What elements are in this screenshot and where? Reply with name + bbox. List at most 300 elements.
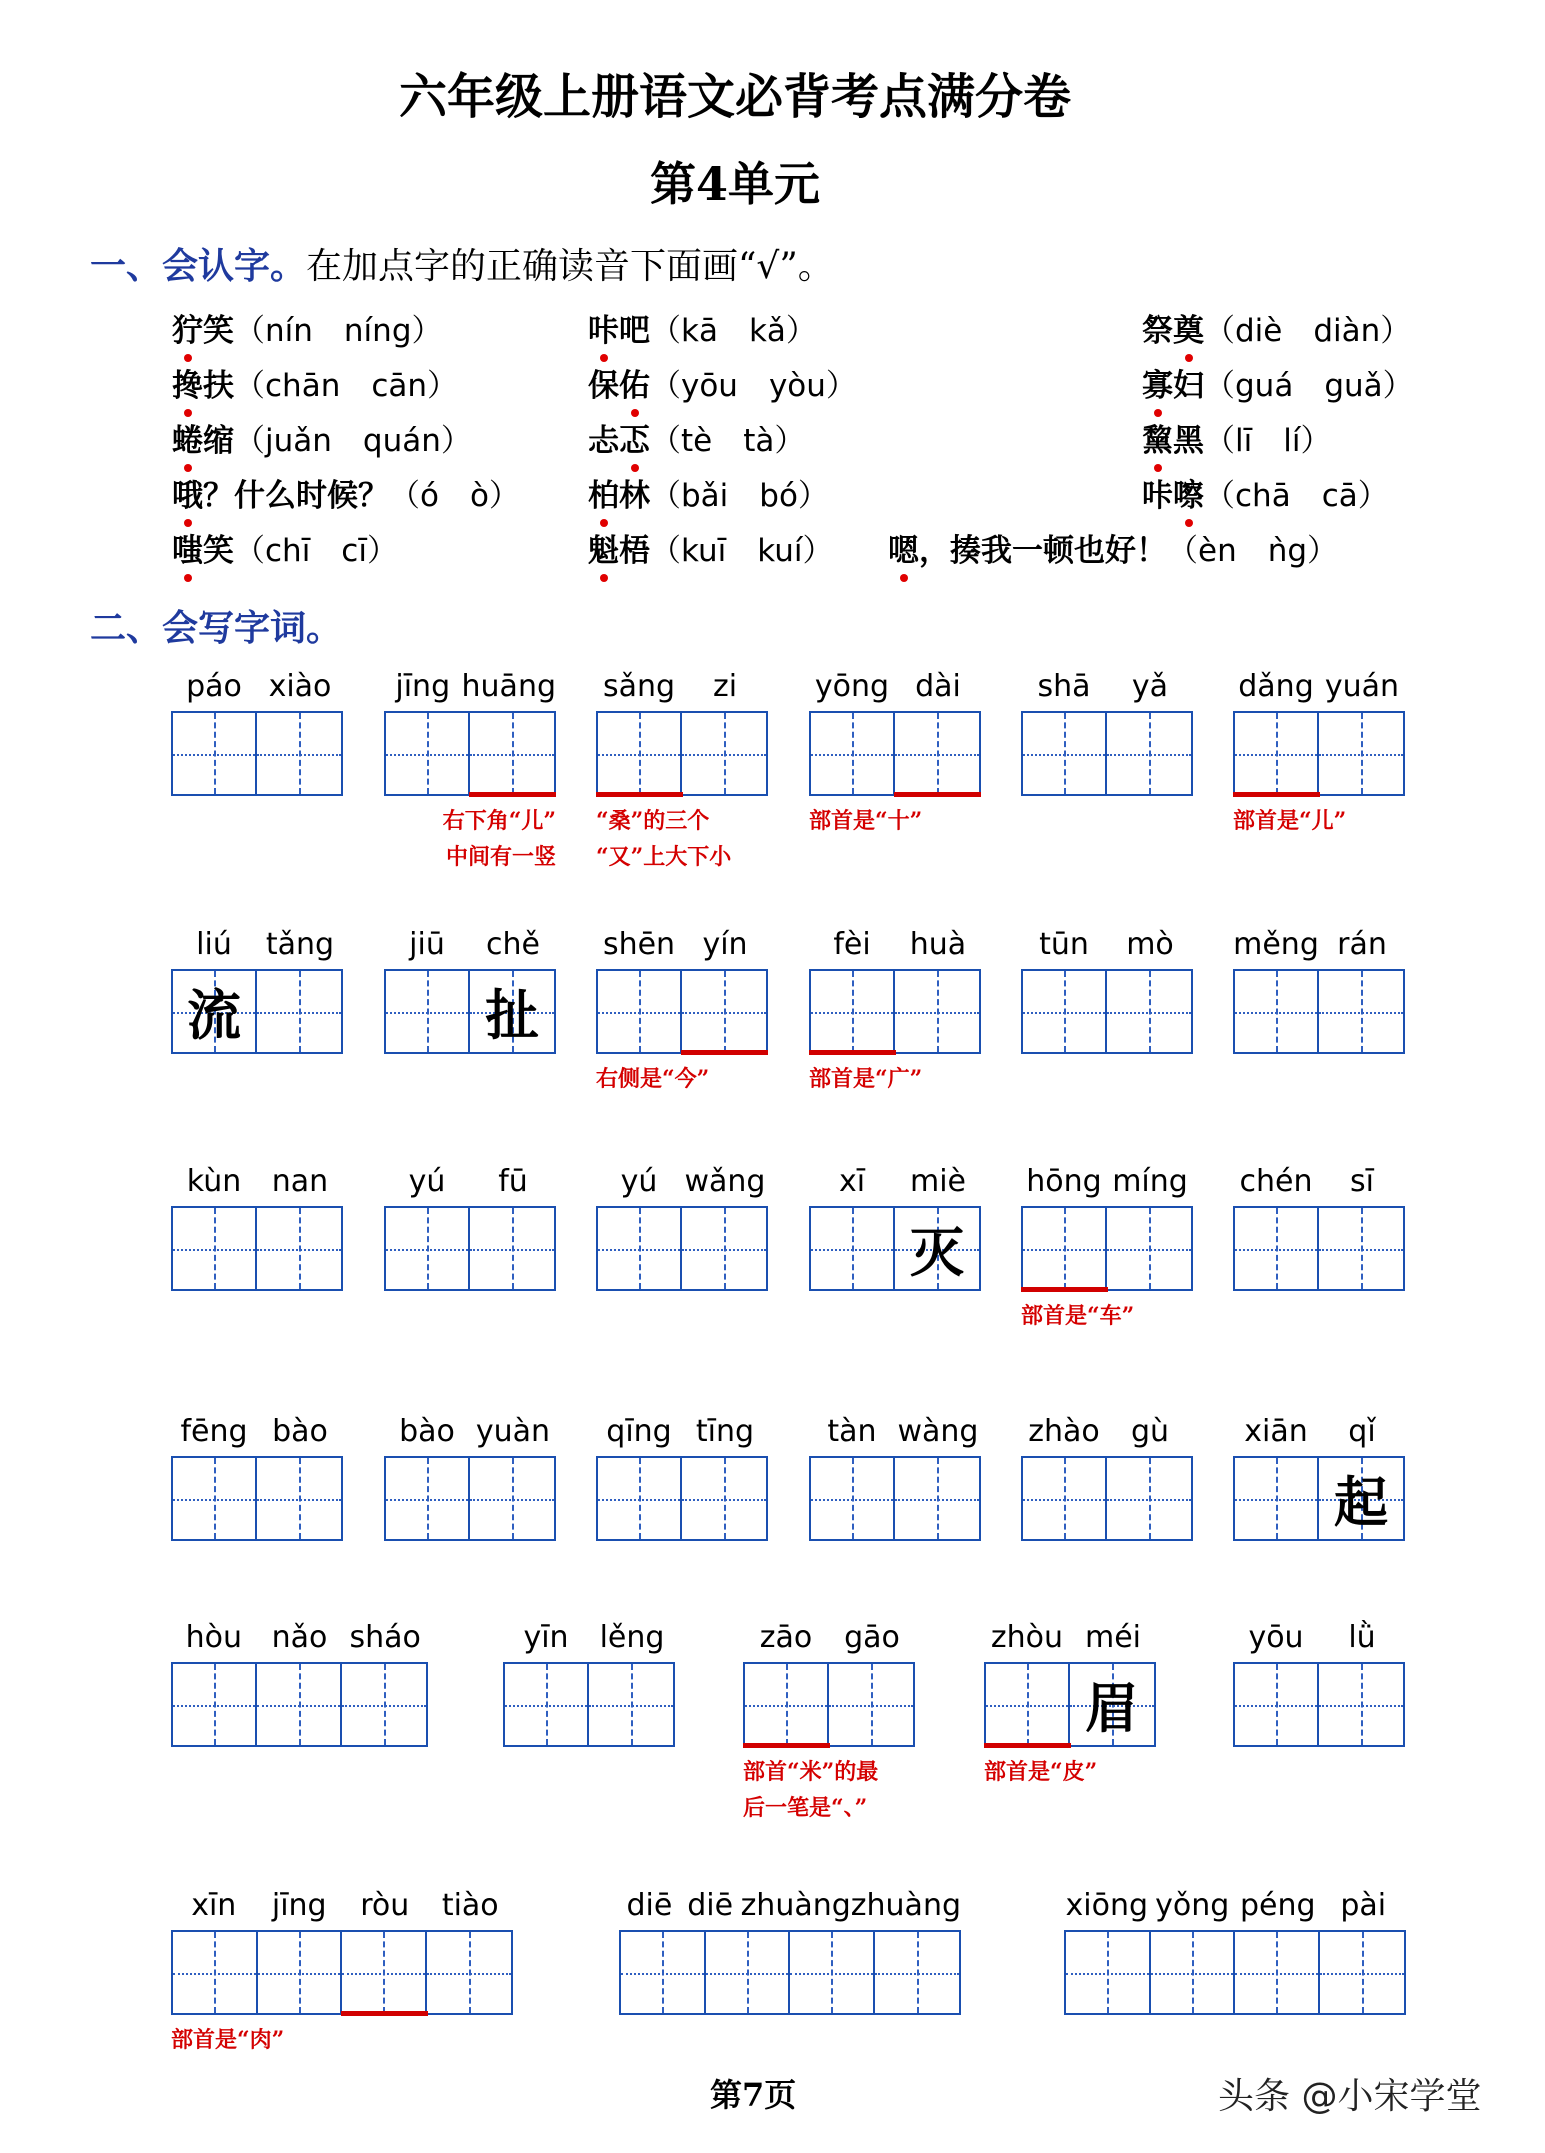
tianzige-grid [171,1662,428,1747]
tianzige-grid [1021,711,1193,796]
writing-cell[interactable] [173,713,257,794]
pinyin-label: nǎo [271,1620,328,1655]
pinyin-options[interactable]: （chān cān） [234,368,459,404]
pinyin-row [1233,1620,1405,1655]
word [1142,313,1204,349]
writing-group [384,927,556,1054]
pinyin-label: zhào [1028,1414,1100,1449]
section1-instruction: 在加点字的正确读音下面画“√”。 [306,246,834,287]
writing-cell[interactable] [386,713,470,794]
pinyin-label: páo [186,669,242,704]
pinyin-label: míng [1112,1164,1188,1199]
hint-text [1021,1298,1134,1334]
tianzige-grid [1233,969,1405,1054]
pinyin-row [596,669,768,704]
tianzige-grid [1233,1206,1405,1291]
pinyin-label: xīn [191,1888,237,1923]
hint-underline [984,1743,1071,1748]
writing-cell[interactable] [257,971,341,1052]
writing-cell[interactable] [1235,1458,1319,1539]
writing-cell[interactable] [258,1932,343,2013]
word [1142,368,1204,404]
writing-cell[interactable] [173,971,257,1052]
writing-cell[interactable] [621,1932,706,2013]
pinyin-row [384,669,556,704]
writing-cell[interactable] [682,971,766,1052]
section1-heading [90,238,834,289]
writing-cell[interactable] [895,713,979,794]
writing-cell[interactable] [895,1208,979,1289]
pinyin-label: mò [1126,927,1174,962]
hint-underline [809,1050,896,1055]
tianzige-grid [619,1930,961,2015]
tianzige-grid [171,1206,343,1291]
pinyin-label: bào [272,1414,328,1449]
page-title: 六年级上册语文必背考点满分卷 [398,69,1071,125]
word [588,423,650,459]
writing-cell[interactable] [589,1664,673,1745]
pinyin-row [384,927,556,962]
dotted-character: 嗯 [888,525,919,570]
writing-group [384,1414,556,1541]
tianzige-grid [1021,1206,1193,1291]
writing-group [809,927,981,1092]
pinyin-label: miè [909,1164,966,1199]
pinyin-row [809,1414,981,1449]
writing-cell[interactable] [470,713,554,794]
writing-cell[interactable] [598,713,682,794]
tianzige-grid [1064,1930,1406,2015]
pinyin-label: yuán [1324,669,1400,704]
pinyin-label: hōng [1026,1164,1102,1199]
tianzige-grid [596,1206,768,1291]
section2-title: 会写字词。 [162,607,343,649]
tianzige-grid [596,711,768,796]
pinyin-label: zi [712,669,738,704]
writing-cell[interactable] [386,1458,470,1539]
writing-group [171,1620,428,1747]
tianzige-grid [171,711,343,796]
pinyin-label: sī [1350,1164,1374,1199]
hint-text [1233,803,1346,839]
pinyin-label: gù [1130,1414,1170,1449]
dotted-character: 哦 [172,470,203,515]
reading-item [172,305,443,350]
pinyin-label: měng [1233,927,1319,962]
hint-line: 部首是“肉” [171,2027,285,2053]
word-suffix: 笑 [203,313,234,349]
writing-cell[interactable] [1235,1208,1319,1289]
word [588,533,650,569]
pinyin-options[interactable]: （bǎi bó） [650,478,829,514]
pinyin-options[interactable]: （kuī kuí） [650,533,834,569]
writing-cell[interactable] [682,1458,766,1539]
hint-underline [743,1743,830,1748]
pinyin-label: yōu [1248,1620,1304,1655]
unit-title: 第4单元 [649,157,820,211]
reading-item [1142,360,1414,405]
tianzige-grid [1233,1662,1405,1747]
pinyin-label: huà [909,927,967,962]
pinyin-label: fū [498,1164,528,1199]
writing-cell[interactable] [505,1664,589,1745]
writing-cell[interactable] [1319,1208,1403,1289]
writing-cell[interactable] [1319,1458,1403,1539]
writing-cell[interactable] [986,1664,1070,1745]
writing-cell[interactable] [1107,1458,1191,1539]
pinyin-row [171,1414,343,1449]
word-suffix: 扶 [203,368,234,404]
reading-item [172,360,458,405]
pinyin-row [171,927,343,962]
tianzige-grid [809,1456,981,1541]
writing-cell[interactable] [895,1458,979,1539]
pinyin-label: lěng [599,1620,665,1655]
pinyin-options[interactable]: （guá guǎ） [1204,368,1414,404]
writing-cell[interactable] [811,1458,895,1539]
pinyin-label: jiū [409,927,445,962]
word [172,368,234,404]
hint-text [809,1061,922,1097]
pinyin-row [596,1414,768,1449]
writing-cell[interactable] [811,971,895,1052]
writing-cell[interactable] [1151,1932,1236,2013]
tianzige-grid [171,1930,513,2015]
writing-cell[interactable] [1023,1208,1107,1289]
dotted-character: 搀 [172,360,203,405]
word [172,533,234,569]
tianzige-grid [1233,1456,1405,1541]
pinyin-options[interactable]: （èn ǹg） [1167,533,1339,569]
writing-cell[interactable] [1070,1664,1154,1745]
tianzige-grid [809,969,981,1054]
writing-group [809,669,981,834]
word-suffix: ？什么时候？ [203,478,389,514]
writing-group [1233,1164,1405,1291]
writing-cell[interactable] [1235,1664,1319,1745]
pinyin-row [503,1620,675,1655]
writing-cell[interactable] [173,1664,257,1745]
pinyin-options[interactable]: （juǎn quán） [234,423,472,459]
writing-cell[interactable] [386,971,470,1052]
section2-heading [90,600,342,651]
given-character: 流 [187,983,241,1047]
pinyin-label: zāo [759,1620,813,1655]
writing-cell[interactable] [1235,971,1319,1052]
tianzige-grid [984,1662,1156,1747]
pinyin-row [171,1888,513,1923]
dotted-character: 黧 [1142,415,1173,460]
word [888,533,1167,569]
pinyin-label: wǎng [684,1164,766,1199]
hint-line: 后一笔是“、” [743,1795,868,1821]
writing-group [743,1620,915,1821]
pinyin-options[interactable]: （chī cī） [234,533,398,569]
writing-group [1233,1620,1405,1747]
pinyin-label: tàn [827,1414,877,1449]
writing-cell[interactable] [1023,1458,1107,1539]
tianzige-grid [171,1456,343,1541]
pinyin-row [596,1164,768,1199]
writing-cell[interactable] [1235,713,1319,794]
pinyin-options[interactable]: （kā kǎ） [650,313,817,349]
pinyin-row [171,669,343,704]
pinyin-row [1233,1414,1405,1449]
writing-cell[interactable] [427,1932,511,2013]
writing-cell[interactable] [1319,713,1403,794]
pinyin-row [984,1620,1156,1655]
given-character: 灭 [910,1220,964,1284]
writing-cell[interactable] [598,1458,682,1539]
tianzige-grid [1021,1456,1193,1541]
writing-cell[interactable] [875,1932,959,2013]
pinyin-row [743,1620,915,1655]
pinyin-label: diē [626,1888,673,1923]
pinyin-label: tiào [441,1888,499,1923]
writing-group [171,1164,343,1291]
writing-cell[interactable] [1319,971,1403,1052]
writing-group [171,1414,343,1541]
pinyin-options[interactable]: （yōu yòu） [650,368,857,404]
pinyin-label: yuàn [475,1414,551,1449]
dotted-character: 忑 [619,415,650,460]
pinyin-label: yǎ [1131,669,1169,704]
tianzige-grid [1021,969,1193,1054]
pinyin-label: chén [1239,1164,1313,1199]
writing-cell[interactable] [706,1932,791,2013]
writing-cell[interactable] [257,1208,341,1289]
word-suffix: 黑 [1173,423,1204,459]
pinyin-label: tǎng [265,927,335,962]
word [172,423,234,459]
tianzige-grid [743,1662,915,1747]
word [588,368,650,404]
writing-group [171,927,343,1054]
writing-cell[interactable] [173,1458,257,1539]
word-prefix: 保 [588,368,619,404]
hint-line: 部首“米”的最 [743,1759,879,1785]
writing-cell[interactable] [1066,1932,1151,2013]
writing-cell[interactable] [811,713,895,794]
writing-cell[interactable] [811,1208,895,1289]
pinyin-label: xiān [1244,1414,1308,1449]
writing-group [1021,927,1193,1054]
writing-cell[interactable] [1319,1664,1403,1745]
writing-cell[interactable] [682,1208,766,1289]
section2-number: 二、 [90,607,163,649]
writing-cell[interactable] [1023,713,1107,794]
pinyin-label: dài [915,669,961,704]
pinyin-row [384,1414,556,1449]
dotted-character: 蜷 [172,415,203,460]
writing-group [596,1164,768,1291]
writing-cell[interactable] [470,1458,554,1539]
tianzige-grid [384,1206,556,1291]
writing-cell[interactable] [1107,1208,1191,1289]
writing-group [1233,1414,1405,1541]
pinyin-row [1233,669,1405,704]
tianzige-grid [503,1662,675,1747]
pinyin-options[interactable]: （lī lí） [1204,423,1332,459]
hint-underline [469,792,556,797]
pinyin-label: wàng [897,1414,979,1449]
reading-item [588,470,829,515]
writing-cell[interactable] [257,713,341,794]
writing-cell[interactable] [1107,713,1191,794]
word-suffix: 笑 [203,533,234,569]
writing-cell[interactable] [682,713,766,794]
pinyin-row [809,1164,981,1199]
pinyin-row [596,927,768,962]
pinyin-row [809,927,981,962]
pinyin-options[interactable]: （chā cā） [1204,478,1389,514]
writing-cell[interactable] [598,1208,682,1289]
pinyin-label: bào [399,1414,455,1449]
reading-item [588,360,857,405]
writing-group [809,1414,981,1541]
writing-group [809,1164,981,1291]
pinyin-label: shēn [602,927,676,962]
hint-line: 右下角“儿” [442,808,556,834]
pinyin-row [171,1620,428,1655]
word-suffix: 妇 [1173,368,1204,404]
tianzige-grid [809,711,981,796]
writing-cell[interactable] [257,1664,341,1745]
word-suffix: 吧 [619,313,650,349]
word-suffix: 缩 [203,423,234,459]
writing-cell[interactable] [386,1208,470,1289]
hint-text [984,1754,1097,1790]
pinyin-label: yú [408,1164,446,1199]
section1-number: 一、 [90,245,163,287]
hint-text [171,2022,284,2058]
pinyin-label: shā [1037,669,1091,704]
reading-item [1142,470,1389,515]
writing-group [384,1164,556,1291]
pinyin-label: jīng [395,669,451,704]
pinyin-options[interactable]: （tè tà） [650,423,806,459]
writing-cell[interactable] [745,1664,829,1745]
writing-cell[interactable] [1320,1932,1404,2013]
pinyin-label: fēng [180,1414,248,1449]
pinyin-label: hòu [185,1620,243,1655]
reading-item [1142,305,1411,350]
tianzige-grid [171,969,343,1054]
pinyin-label: yú [620,1164,658,1199]
pinyin-label: diē [687,1888,734,1923]
word-suffix: 梧 [619,533,650,569]
hint-underline [1021,1287,1108,1292]
writing-group [596,669,768,870]
watermark: 头条 @小宋学堂 [1218,2076,1482,2117]
pinyin-label: zhuàng [850,1888,961,1923]
tianzige-grid [596,1456,768,1541]
pinyin-label: xī [838,1164,866,1199]
dotted-character: 咔 [588,305,619,350]
pinyin-label: kùn [186,1164,242,1199]
pinyin-label: chě [486,927,540,962]
pinyin-row [1021,927,1193,962]
hint-underline [596,792,683,797]
writing-cell[interactable] [342,1664,426,1745]
pinyin-label: yīn [523,1620,569,1655]
hint-line: 部首是“十” [809,808,923,834]
writing-cell[interactable] [895,971,979,1052]
hint-line: 部首是“儿” [1233,808,1347,834]
dotted-character: 奠 [1173,305,1204,350]
hint-text [596,1061,709,1097]
writing-cell[interactable] [173,1932,258,2013]
hint-line: 中间有一竖 [445,844,556,870]
writing-cell[interactable] [470,971,554,1052]
writing-cell[interactable] [598,971,682,1052]
tianzige-grid [1233,711,1405,796]
word [588,478,650,514]
pinyin-label: qīng [606,1414,672,1449]
pinyin-label: zhòu [990,1620,1064,1655]
writing-cell[interactable] [173,1208,257,1289]
pinyin-row [619,1888,961,1923]
word-prefix: 祭 [1142,313,1173,349]
pinyin-row [384,1164,556,1199]
writing-group [984,1620,1156,1785]
pinyin-options[interactable]: （diè diàn） [1204,313,1412,349]
pinyin-options[interactable]: （ó ò） [389,478,520,514]
pinyin-label: pài [1340,1888,1387,1923]
pinyin-label: xiào [268,669,332,704]
pinyin-row [1021,1414,1193,1449]
pinyin-options[interactable]: （nín níng） [234,313,443,349]
dotted-character: 狞 [172,305,203,350]
hint-line: 部首是“皮” [984,1759,1098,1785]
pinyin-label: xiōng [1065,1888,1148,1923]
writing-group [596,1414,768,1541]
pinyin-row [1021,1164,1193,1199]
writing-group [171,1888,513,2053]
writing-cell[interactable] [790,1932,875,2013]
hint-line: 部首是“广” [809,1066,923,1092]
pinyin-row [1233,927,1405,962]
writing-cell[interactable] [342,1932,427,2013]
writing-cell[interactable] [470,1208,554,1289]
pinyin-row [1233,1164,1405,1199]
pinyin-label: sháo [349,1620,421,1655]
pinyin-label: liú [196,927,232,962]
pinyin-label: huāng [461,669,556,704]
writing-cell[interactable] [1023,971,1107,1052]
word-suffix: 林 [619,478,650,514]
writing-cell[interactable] [1235,1932,1320,2013]
pinyin-row [1064,1888,1406,1923]
pinyin-label: tīng [695,1414,755,1449]
reading-item [172,525,398,570]
writing-cell[interactable] [1107,971,1191,1052]
pinyin-label: ròu [360,1888,410,1923]
hint-underline [1233,792,1320,797]
reading-item [588,305,817,350]
word-prefix: 忐 [588,423,619,459]
page-number: 第7页 [710,2076,797,2114]
reading-item [172,415,472,460]
dotted-character: 寡 [1142,360,1173,405]
word [1142,478,1204,514]
writing-group [503,1620,675,1747]
word-prefix: 咔 [1142,478,1173,514]
writing-group [619,1888,961,2015]
writing-cell[interactable] [829,1664,913,1745]
given-character: 扯 [485,983,539,1047]
writing-cell[interactable] [257,1458,341,1539]
